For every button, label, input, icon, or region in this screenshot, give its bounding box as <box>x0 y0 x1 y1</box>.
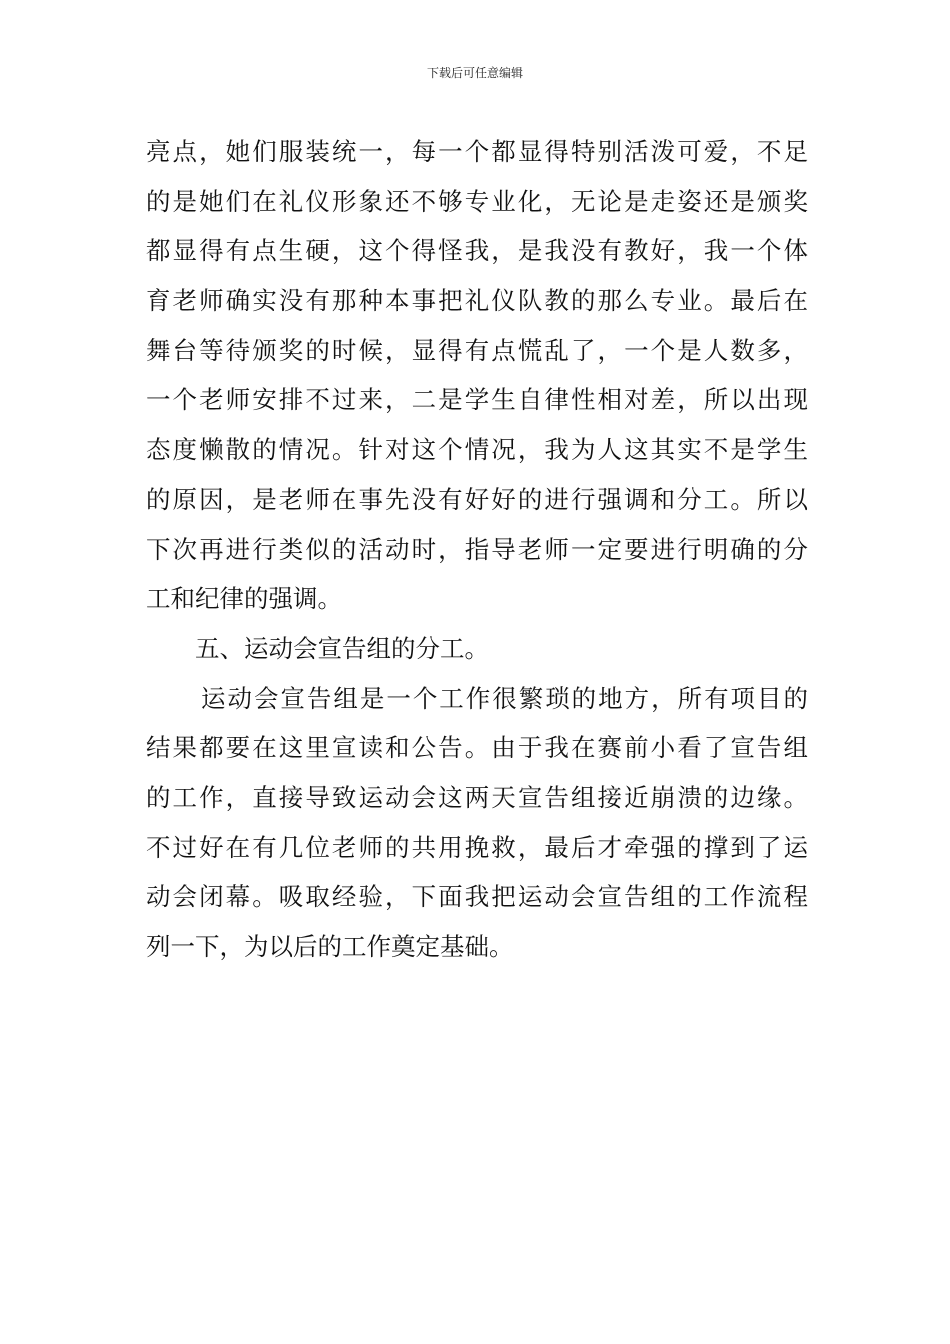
text-line: 的是她们在礼仪形象还不够专业化，无论是走姿还是颁奖 <box>146 186 808 216</box>
text-line: 不过好在有几位老师的共用挽救，最后才牵强的撑到了运 <box>146 832 808 862</box>
page-header: 下载后可任意编辑 <box>426 66 523 80</box>
text-line: 动会闭幕。吸取经验，下面我把运动会宣告组的工作流程 <box>146 882 808 912</box>
text-line: 态度懒散的情况。针对这个情况，我为人这其实不是学生 <box>146 435 808 465</box>
text-line: 工和纪律的强调。 <box>146 584 342 614</box>
paragraph-2 <box>146 674 808 972</box>
text-line: 的原因，是老师在事先没有好好的进行强调和分工。所以 <box>146 484 808 514</box>
text-line: 下次再进行类似的活动时，指导老师一定要进行明确的分 <box>146 534 808 564</box>
document-body <box>146 127 808 972</box>
paragraph-1 <box>146 127 808 624</box>
text-line: 结果都要在这里宣读和公告。由于我在赛前小看了宣告组 <box>146 733 808 763</box>
text-line: 亮点，她们服装统一，每一个都显得特别活泼可爱，不足 <box>146 137 808 166</box>
text-line: 一个老师安排不过来，二是学生自律性相对差，所以出现 <box>146 385 808 415</box>
text-line: 运动会宣告组是一个工作很繁琐的地方，所有项目的 <box>201 683 808 713</box>
text-line: 的工作，直接导致运动会这两天宣告组接近崩溃的边缘。 <box>146 782 808 812</box>
section-heading: 五、运动会宣告组的分工。 <box>195 633 489 663</box>
text-line: 列一下，为以后的工作奠定基础。 <box>146 932 514 961</box>
text-line: 育老师确实没有那种本事把礼仪队教的那么专业。最后在 <box>146 286 808 316</box>
text-line: 舞台等待颁奖的时候，显得有点慌乱了，一个是人数多， <box>146 335 808 365</box>
text-line: 都显得有点生硬，这个得怪我，是我没有教好，我一个体 <box>146 236 808 266</box>
